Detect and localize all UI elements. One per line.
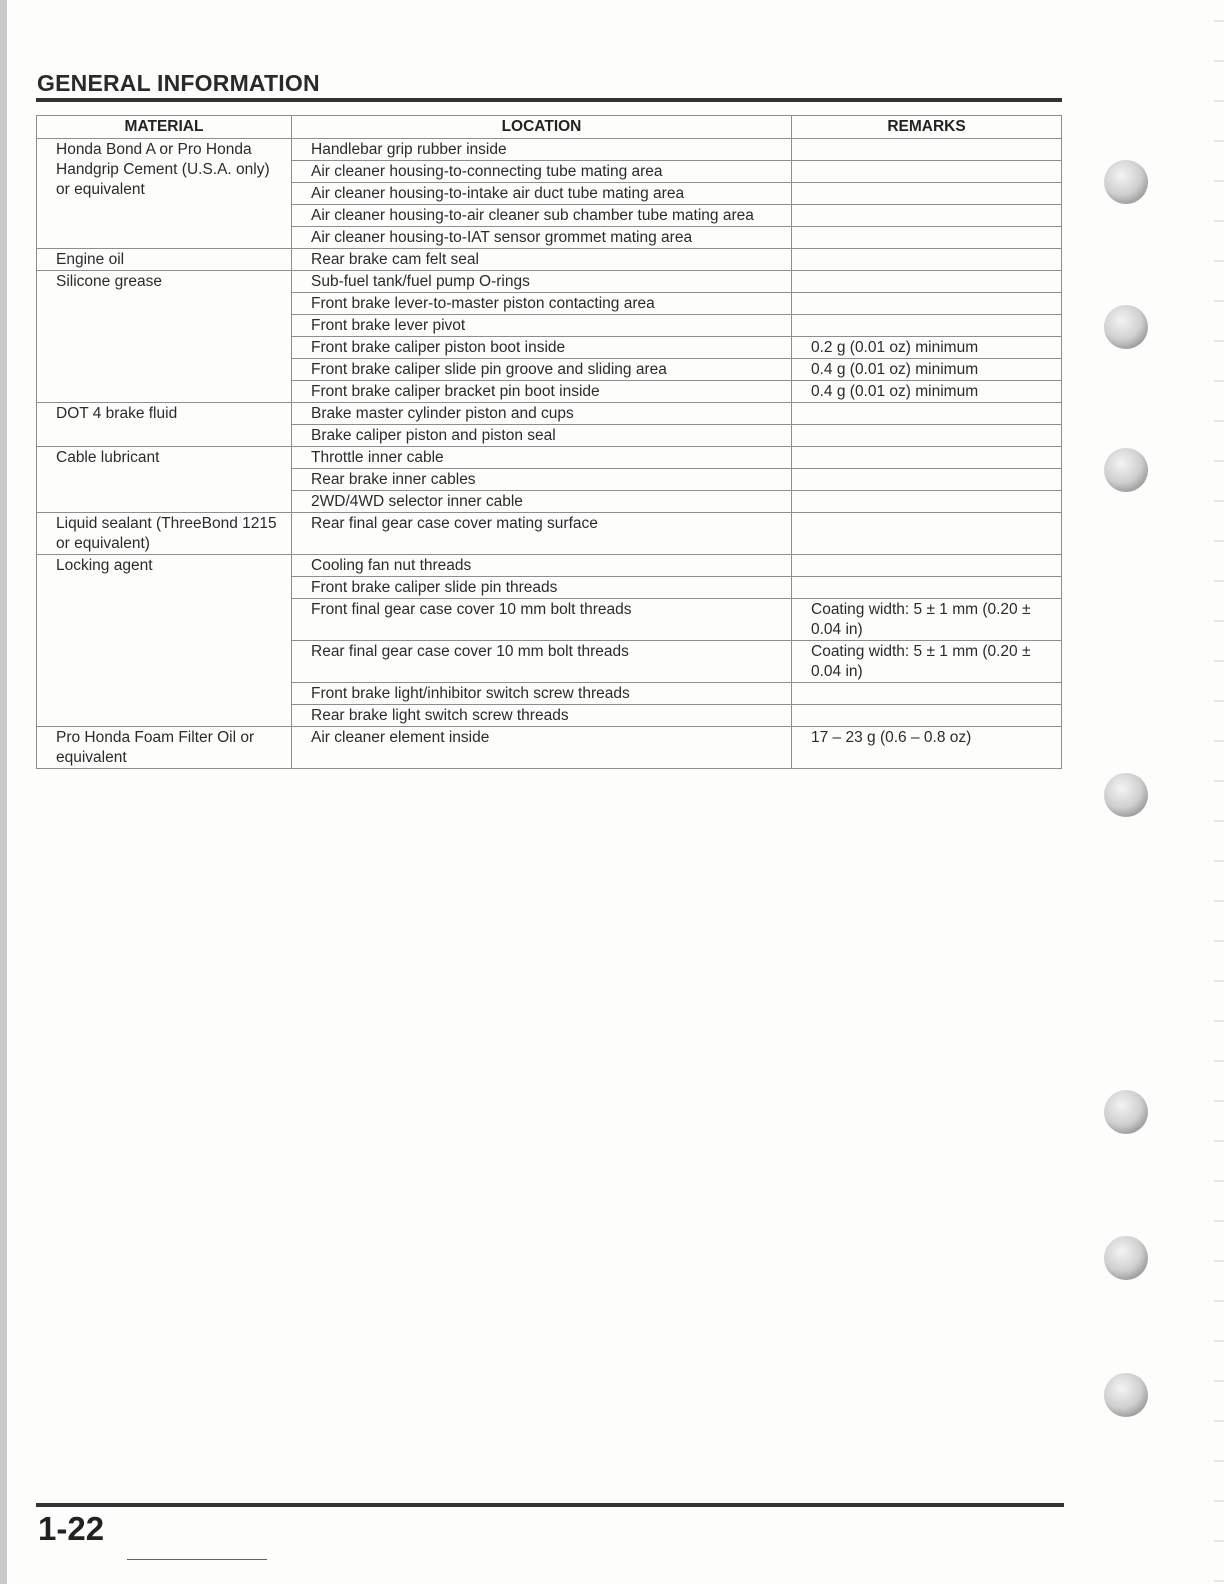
remarks-cell — [792, 683, 1062, 705]
binder-hole-4 — [1104, 773, 1148, 817]
location-cell: Air cleaner housing-to-air cleaner sub chamber tube mating area — [292, 205, 792, 227]
binder-hole-3 — [1104, 448, 1148, 492]
location-cell: Cooling fan nut threads — [292, 555, 792, 577]
remarks-cell — [792, 249, 1062, 271]
remarks-cell — [792, 205, 1062, 227]
table-row — [37, 403, 1062, 425]
lubrication-table — [36, 115, 1062, 769]
table-row — [37, 555, 1062, 577]
location-cell: Front final gear case cover 10 mm bolt threads — [292, 599, 792, 641]
table-row — [37, 447, 1062, 469]
column-header-remarks: REMARKS — [792, 116, 1062, 139]
remarks-cell — [792, 425, 1062, 447]
location-cell: Brake master cylinder piston and cups — [292, 403, 792, 425]
material-cell: Locking agent — [37, 555, 292, 727]
binder-hole-2 — [1104, 305, 1148, 349]
table-row — [37, 249, 1062, 271]
location-cell: Front brake lever pivot — [292, 315, 792, 337]
remarks-cell — [792, 469, 1062, 491]
material-cell: Liquid sealant (ThreeBond 1215 or equivalent) — [37, 513, 292, 555]
location-cell: Front brake caliper slide pin threads — [292, 577, 792, 599]
binder-hole-6 — [1104, 1236, 1148, 1280]
column-header-location: LOCATION — [292, 116, 792, 139]
remarks-cell — [792, 293, 1062, 315]
title-divider — [36, 98, 1062, 102]
table-row — [37, 727, 1062, 769]
location-cell: Sub-fuel tank/fuel pump O-rings — [292, 271, 792, 293]
table-row — [37, 513, 1062, 555]
location-cell: Handlebar grip rubber inside — [292, 139, 792, 161]
remarks-cell: 0.2 g (0.01 oz) minimum — [792, 337, 1062, 359]
location-cell: Air cleaner housing-to-intake air duct tube mating area — [292, 183, 792, 205]
section-title: GENERAL INFORMATION — [37, 70, 320, 96]
material-cell: Engine oil — [37, 249, 292, 271]
page-number: 1-22 — [38, 1510, 105, 1547]
material-cell: DOT 4 brake fluid — [37, 403, 292, 447]
material-cell: Honda Bond A or Pro Honda Handgrip Cement (U.S.A. only) or equivalent — [37, 139, 292, 249]
remarks-cell — [792, 161, 1062, 183]
remarks-cell: 0.4 g (0.01 oz) minimum — [792, 381, 1062, 403]
remarks-cell — [792, 315, 1062, 337]
location-cell: Air cleaner housing-to-IAT sensor grommet mating area — [292, 227, 792, 249]
bottom-link-underline — [127, 1559, 267, 1560]
location-cell: Front brake light/inhibitor switch screw threads — [292, 683, 792, 705]
remarks-cell: 17 – 23 g (0.6 – 0.8 oz) — [792, 727, 1062, 769]
page-right-edge — [1214, 0, 1224, 1584]
remarks-cell — [792, 577, 1062, 599]
location-cell: Air cleaner element inside — [292, 727, 792, 769]
remarks-cell: Coating width: 5 ± 1 mm (0.20 ± 0.04 in) — [792, 599, 1062, 641]
remarks-cell — [792, 447, 1062, 469]
location-cell: Front brake lever-to-master piston contacting area — [292, 293, 792, 315]
location-cell: Brake caliper piston and piston seal — [292, 425, 792, 447]
page-left-edge — [0, 0, 7, 1584]
location-cell: Front brake caliper bracket pin boot inside — [292, 381, 792, 403]
remarks-cell: Coating width: 5 ± 1 mm (0.20 ± 0.04 in) — [792, 641, 1062, 683]
remarks-cell — [792, 491, 1062, 513]
location-cell: Rear brake inner cables — [292, 469, 792, 491]
location-cell: Rear brake light switch screw threads — [292, 705, 792, 727]
location-cell: Rear final gear case cover mating surface — [292, 513, 792, 555]
material-cell: Cable lubricant — [37, 447, 292, 513]
material-cell: Pro Honda Foam Filter Oil or equivalent — [37, 727, 292, 769]
table-row — [37, 271, 1062, 293]
footer-divider — [36, 1503, 1064, 1507]
remarks-cell — [792, 139, 1062, 161]
remarks-cell — [792, 705, 1062, 727]
remarks-cell — [792, 555, 1062, 577]
binder-hole-7 — [1104, 1373, 1148, 1417]
location-cell: Air cleaner housing-to-connecting tube mating area — [292, 161, 792, 183]
binder-hole-5 — [1104, 1090, 1148, 1134]
location-cell: Rear final gear case cover 10 mm bolt threads — [292, 641, 792, 683]
location-cell: Throttle inner cable — [292, 447, 792, 469]
location-cell: Front brake caliper slide pin groove and sliding area — [292, 359, 792, 381]
remarks-cell — [792, 513, 1062, 555]
table-row — [37, 139, 1062, 161]
remarks-cell — [792, 227, 1062, 249]
remarks-cell — [792, 183, 1062, 205]
remarks-cell — [792, 271, 1062, 293]
remarks-cell: 0.4 g (0.01 oz) minimum — [792, 359, 1062, 381]
location-cell: 2WD/4WD selector inner cable — [292, 491, 792, 513]
location-cell: Front brake caliper piston boot inside — [292, 337, 792, 359]
remarks-cell — [792, 403, 1062, 425]
location-cell: Rear brake cam felt seal — [292, 249, 792, 271]
binder-hole-1 — [1104, 160, 1148, 204]
column-header-material: MATERIAL — [37, 116, 292, 139]
material-cell: Silicone grease — [37, 271, 292, 403]
table-header-row — [37, 116, 1062, 139]
